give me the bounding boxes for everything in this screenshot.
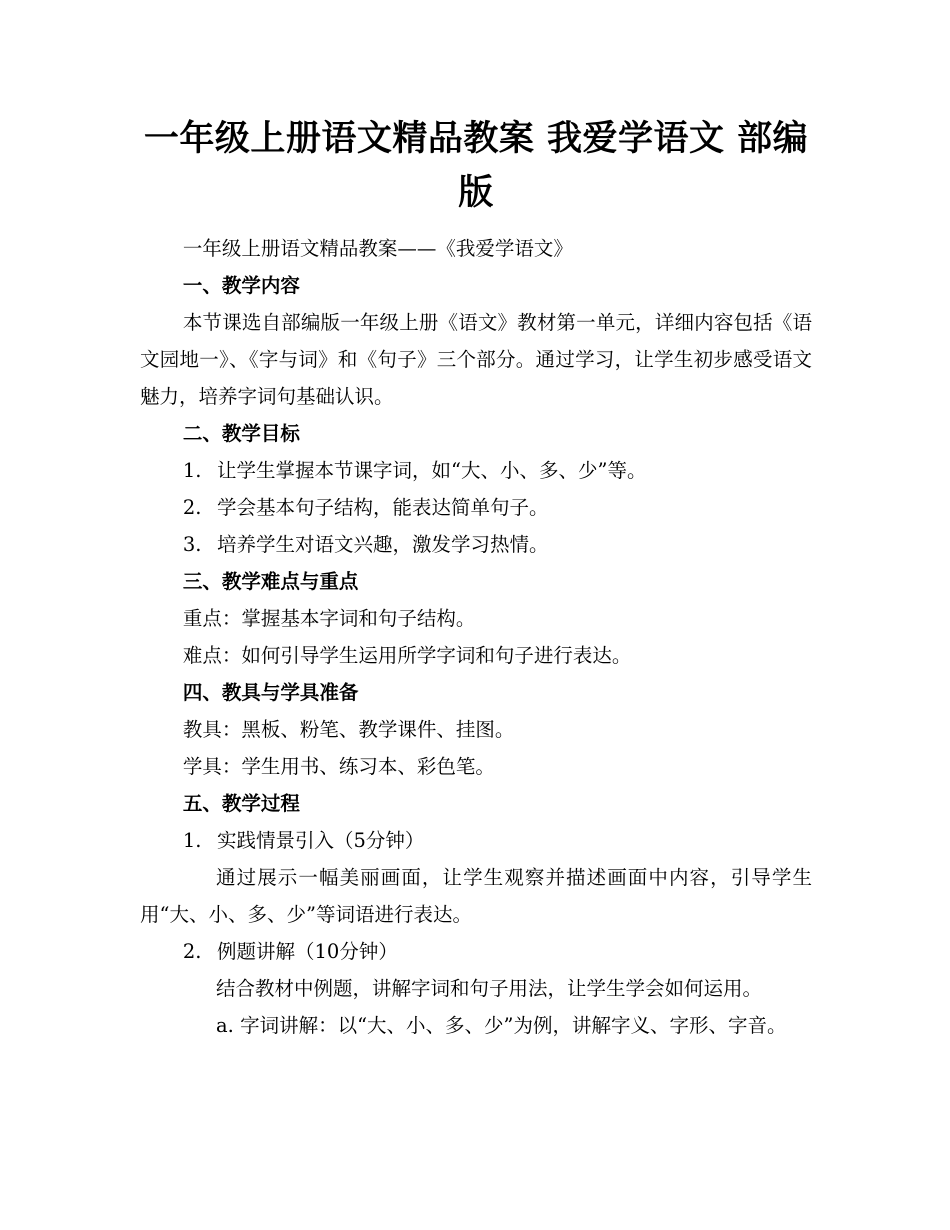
section-heading-key-points: 三、教学难点与重点 xyxy=(182,570,359,593)
section-heading-materials: 四、教具与学具准备 xyxy=(182,681,359,704)
student-materials-text: 学具：学生用书、练习本、彩色笔。 xyxy=(182,755,495,778)
goal-item-text: 培养学生对语文兴趣，激发学习热情。 xyxy=(217,533,549,556)
goal-item xyxy=(140,489,812,526)
goal-item-text: 学会基本句子结构，能表达简单句子。 xyxy=(217,496,549,519)
document-body xyxy=(140,230,812,1044)
goal-item xyxy=(140,526,812,563)
process-step-number: 1. xyxy=(182,829,202,852)
document-title: 一年级上册语文精品教案 我爱学语文 部编版 xyxy=(143,118,809,213)
goal-item xyxy=(140,452,812,489)
difficulty-text: 难点：如何引导学生运用所学字词和句子进行表达。 xyxy=(182,644,632,667)
section-heading-content: 一、教学内容 xyxy=(182,274,300,297)
process-step xyxy=(140,822,812,859)
process-step-body: 结合教材中例题，讲解字词和句子用法，让学生学会如何运用。 xyxy=(216,977,763,1000)
document-subtitle: 一年级上册语文精品教案——《我爱学语文》 xyxy=(182,237,573,260)
process-step-body: 通过展示一幅美丽画面，让学生观察并描述画面中内容，引导学生用“大、小、多、少”等词语进行表达。 xyxy=(140,866,812,926)
process-step-label: 例题讲解（10分钟） xyxy=(217,940,398,963)
key-point-text: 重点：掌握基本字词和句子结构。 xyxy=(182,607,476,630)
teacher-materials-text: 教具：黑板、粉笔、教学课件、挂图。 xyxy=(182,718,515,741)
goal-item-number: 1. xyxy=(182,459,202,482)
goal-item-text: 让学生掌握本节课字词，如“大、小、多、少”等。 xyxy=(217,459,647,482)
goal-item-number: 2. xyxy=(182,496,202,519)
process-step-number: 2. xyxy=(182,940,202,963)
process-substep: a. 字词讲解：以“大、小、多、少”为例，讲解字义、字形、字音。 xyxy=(216,1014,787,1037)
goal-item-number: 3. xyxy=(182,533,202,556)
section-heading-process: 五、教学过程 xyxy=(182,792,300,815)
section-heading-goals: 二、教学目标 xyxy=(182,422,300,445)
process-step-label: 实践情景引入（5分钟） xyxy=(217,829,425,852)
content-paragraph: 本节课选自部编版一年级上册《语文》教材第一单元，详细内容包括《语文园地一》、《字与词》和《句子》三个部分。通过学习，让学生初步感受语文魅力，培养字词句基础认识。 xyxy=(140,311,812,408)
process-step xyxy=(140,933,812,970)
